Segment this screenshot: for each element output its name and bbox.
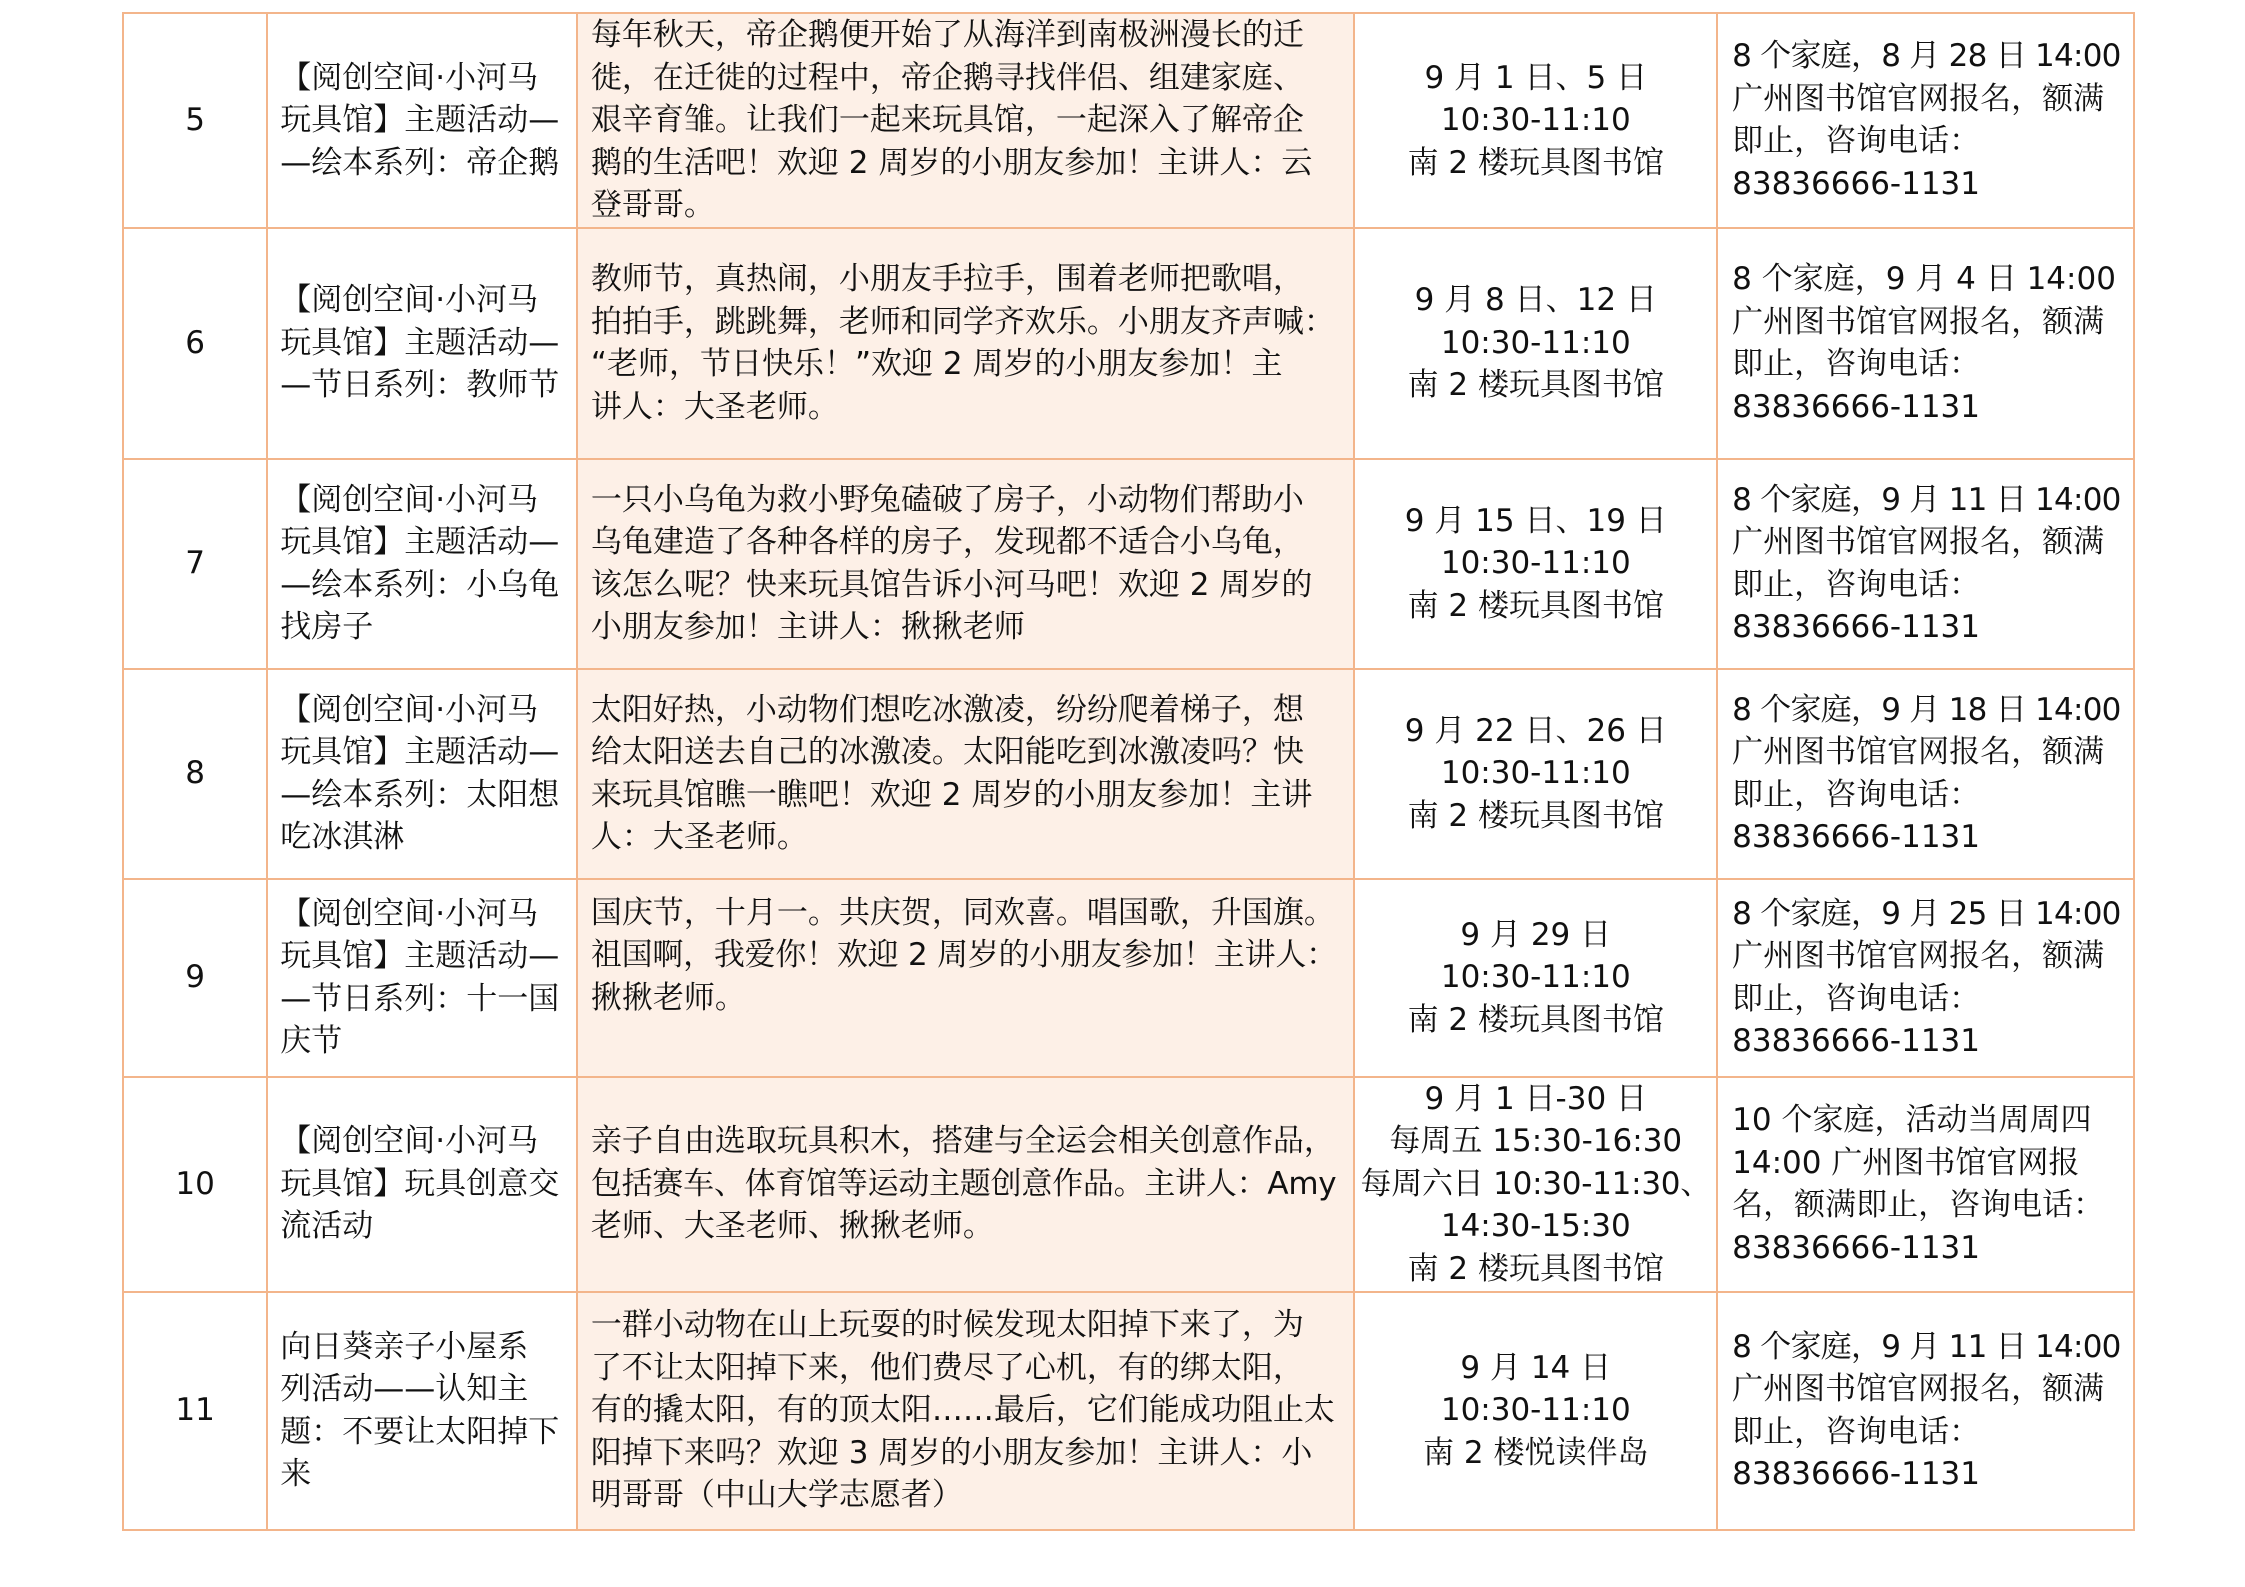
title-line: —绘本系列：太阳想 [280, 776, 560, 813]
activity-number-text: 10 [175, 1165, 215, 1202]
activity-description [577, 1292, 1355, 1530]
description-line: 阳掉下来吗？欢迎 3 周岁的小朋友参加！主讲人：小 [590, 1434, 1313, 1471]
title-line: 向日葵亲子小屋系 [280, 1328, 529, 1365]
activity-time-location [1354, 1077, 1717, 1292]
location-line: 南 2 楼玩具图书馆 [1407, 797, 1664, 834]
activity-number-text: 6 [185, 324, 205, 361]
activity-description [577, 228, 1355, 459]
phone-number: 83836666-1131 [1732, 1229, 1981, 1266]
activity-title [267, 1077, 577, 1292]
activity-number [123, 459, 267, 669]
activity-title [267, 669, 577, 879]
time-line: 10:30-11:10 [1440, 324, 1631, 361]
description-line: 鹅的生活吧！欢迎 2 周岁的小朋友参加！主讲人：云 [590, 144, 1313, 181]
signup-line: 广州图书馆官网报名，额满 [1732, 303, 2105, 340]
description-line: 该怎么呢？快来玩具馆告诉小河马吧！欢迎 2 周岁的 [590, 566, 1313, 603]
signup-line: 即止，咨询电话： [1732, 566, 1981, 603]
activity-time-location [1354, 13, 1717, 228]
title-line: 来 [280, 1456, 312, 1492]
schedule-page [122, 12, 2135, 1531]
activity-number-text: 9 [185, 959, 205, 996]
time-line: 9 月 15 日、19 日 [1404, 502, 1667, 539]
title-line: 找房子 [280, 609, 374, 645]
title-line: —绘本系列：小乌龟 [280, 566, 560, 603]
description-line: 每年秋天，帝企鹅便开始了从海洋到南极洲漫长的迁 [590, 17, 1304, 53]
title-line: 玩具馆】主题活动— [280, 324, 560, 361]
activity-title [267, 459, 577, 669]
activity-number [123, 879, 267, 1077]
activity-description [577, 13, 1355, 228]
title-line: —绘本系列：帝企鹅 [280, 144, 560, 181]
time-line: 9 月 29 日 [1460, 916, 1612, 953]
time-line: 10:30-11:10 [1440, 1392, 1631, 1429]
signup-line: 即止，咨询电话： [1732, 346, 1981, 382]
location-line: 南 2 楼玩具图书馆 [1407, 1001, 1664, 1038]
title-line: 【阅创空间·小河马 [280, 481, 539, 518]
description-line: 人：大圣老师。 [590, 819, 808, 855]
signup-line: 8 个家庭，9 月 11 日 14:00 [1732, 1328, 2121, 1365]
location-line: 南 2 楼玩具图书馆 [1407, 587, 1664, 624]
phone-number: 83836666-1131 [1732, 165, 1981, 202]
activity-number [123, 228, 267, 459]
signup-line: 8 个家庭，9 月 18 日 14:00 [1732, 691, 2121, 728]
description-line: 明哥哥（中山大学志愿者） [590, 1477, 963, 1514]
signup-line: 8 个家庭，9 月 11 日 14:00 [1732, 481, 2121, 518]
table-row [123, 1292, 2134, 1530]
time-line: 9 月 1 日-30 日 [1424, 1080, 1648, 1117]
time-line: 10:30-11:10 [1440, 545, 1631, 582]
description-line: 国庆节，十月一。共庆贺，同欢喜。唱国歌，升国旗。 [590, 894, 1335, 931]
location-line: 南 2 楼玩具图书馆 [1407, 367, 1664, 404]
title-line: —节日系列：教师节 [280, 367, 560, 404]
phone-number: 83836666-1131 [1732, 819, 1981, 855]
phone-number: 83836666-1131 [1732, 388, 1981, 425]
title-line: 【阅创空间·小河马 [280, 282, 539, 319]
activity-number [123, 1077, 267, 1292]
description-line: 包括赛车、体育馆等运动主题创意作品。主讲人：Amy [590, 1165, 1337, 1202]
activity-description [577, 879, 1355, 1077]
signup-line: 广州图书馆官网报名，额满 [1732, 734, 2105, 770]
description-line: 登哥哥。 [590, 187, 715, 223]
activity-time-location [1354, 669, 1717, 879]
time-line: 10:30-11:10 [1440, 959, 1631, 996]
signup-line: 10 个家庭，活动当周周四 [1732, 1102, 2092, 1138]
activity-signup [1717, 879, 2134, 1077]
signup-line: 即止，咨询电话： [1732, 1413, 1981, 1450]
signup-line: 即止，咨询电话： [1732, 123, 1981, 160]
description-line: “老师，节日快乐！”欢迎 2 周岁的小朋友参加！主 [590, 346, 1283, 382]
description-line: 一群小动物在山上玩耍的时候发现太阳掉下来了，为 [590, 1307, 1304, 1344]
signup-line: 名，额满即止，咨询电话： [1732, 1187, 2105, 1223]
description-line: 小朋友参加！主讲人：揪揪老师 [590, 609, 1025, 645]
description-line: 有的撬太阳，有的顶太阳……最后，它们能成功阻止太 [590, 1392, 1335, 1429]
title-line: 【阅创空间·小河马 [280, 691, 539, 728]
table-row [123, 459, 2134, 669]
activity-time-location [1354, 228, 1717, 459]
activity-number-text: 5 [185, 102, 205, 138]
title-line: 列活动——认知主 [280, 1371, 529, 1407]
signup-line: 广州图书馆官网报名，额满 [1732, 524, 2105, 560]
title-line: 玩具馆】玩具创意交 [280, 1165, 560, 1202]
activity-schedule-table [122, 12, 2135, 1531]
time-line: 每周五 15:30-16:30 [1389, 1123, 1683, 1160]
activity-title [267, 879, 577, 1077]
description-line: 教师节，真热闹，小朋友手拉手，围着老师把歌唱， [590, 261, 1304, 297]
title-line: 【阅创空间·小河马 [280, 1123, 539, 1160]
time-line: 9 月 22 日、26 日 [1404, 712, 1667, 749]
phone-number: 83836666-1131 [1732, 1023, 1981, 1059]
activity-signup [1717, 669, 2134, 879]
signup-line: 广州图书馆官网报名，额满 [1732, 1371, 2105, 1407]
activity-number-text: 7 [185, 545, 205, 582]
signup-line: 8 个家庭，8 月 28 日 14:00 [1732, 38, 2121, 75]
activity-number [123, 13, 267, 228]
time-line: 9 月 8 日、12 日 [1414, 282, 1657, 319]
time-line: 9 月 1 日、5 日 [1424, 59, 1648, 96]
phone-number: 83836666-1131 [1732, 1456, 1981, 1492]
location-line: 南 2 楼玩具图书馆 [1407, 1250, 1664, 1287]
activity-signup [1717, 228, 2134, 459]
title-line: 【阅创空间·小河马 [280, 895, 539, 932]
activity-description [577, 1077, 1355, 1292]
description-line: 一只小乌龟为救小野兔磕破了房子，小动物们帮助小 [590, 481, 1304, 518]
signup-line: 广州图书馆官网报名，额满 [1732, 80, 2105, 117]
description-line: 给太阳送去自己的冰激凌。太阳能吃到冰激凌吗？快 [590, 734, 1304, 770]
table-row [123, 669, 2134, 879]
location-line: 南 2 楼悦读伴岛 [1423, 1434, 1649, 1471]
title-line: 玩具馆】主题活动— [280, 524, 560, 560]
title-line: 题：不要让太阳掉下 [280, 1413, 560, 1450]
description-line: 亲子自由选取玩具积木，搭建与全运会相关创意作品， [590, 1123, 1335, 1160]
title-line: 庆节 [280, 1023, 343, 1059]
activity-time-location [1354, 459, 1717, 669]
table-row [123, 879, 2134, 1077]
title-line: 【阅创空间·小河马 [280, 59, 539, 96]
time-line: 10:30-11:10 [1440, 755, 1631, 792]
description-line: 来玩具馆瞧一瞧吧！欢迎 2 周岁的小朋友参加！主讲 [590, 776, 1313, 813]
title-line: 玩具馆】主题活动— [280, 102, 560, 138]
activity-signup [1717, 1292, 2134, 1530]
activity-description [577, 459, 1355, 669]
time-line: 每周六日 10:30-11:30、 [1360, 1165, 1712, 1202]
description-line: 艰辛育雏。让我们一起来玩具馆，一起深入了解帝企 [590, 102, 1304, 138]
activity-signup [1717, 459, 2134, 669]
time-line: 10:30-11:10 [1440, 102, 1631, 138]
description-line: 老师、大圣老师、揪揪老师。 [590, 1208, 994, 1245]
activity-number [123, 669, 267, 879]
description-line: 太阳好热，小动物们想吃冰激凌，纷纷爬着梯子，想 [590, 691, 1304, 728]
activity-number-text: 11 [175, 1392, 215, 1429]
activity-number [123, 1292, 267, 1530]
time-line: 14:30-15:30 [1440, 1208, 1631, 1245]
activity-title [267, 13, 577, 228]
activity-title [267, 1292, 577, 1530]
table-row [123, 228, 2134, 459]
title-line: 吃冰淇淋 [280, 819, 405, 855]
description-line: 揪揪老师。 [590, 979, 746, 1016]
signup-line: 8 个家庭，9 月 4 日 14:00 [1732, 261, 2116, 297]
activity-signup [1717, 1077, 2134, 1292]
description-line: 讲人：大圣老师。 [590, 388, 839, 425]
signup-line: 14:00 广州图书馆官网报 [1732, 1144, 2080, 1181]
table-row [123, 1077, 2134, 1292]
activity-time-location [1354, 1292, 1717, 1530]
activity-signup [1717, 13, 2134, 228]
signup-line: 广州图书馆官网报名，额满 [1732, 938, 2105, 974]
signup-line: 8 个家庭，9 月 25 日 14:00 [1732, 895, 2121, 932]
title-line: 玩具馆】主题活动— [280, 734, 560, 770]
table-row [123, 13, 2134, 228]
activity-number-text: 8 [185, 755, 205, 792]
activity-description [577, 669, 1355, 879]
time-line: 9 月 14 日 [1460, 1349, 1612, 1386]
description-line: 徙，在迁徙的过程中，帝企鹅寻找伴侣、组建家庭、 [590, 59, 1304, 96]
title-line: 玩具馆】主题活动— [280, 938, 560, 974]
description-line: 拍拍手，跳跳舞，老师和同学齐欢乐。小朋友齐声喊： [590, 303, 1335, 340]
signup-line: 即止，咨询电话： [1732, 980, 1981, 1017]
signup-line: 即止，咨询电话： [1732, 776, 1981, 813]
title-line: —节日系列：十一国 [280, 980, 560, 1017]
description-line: 了不让太阳掉下来，他们费尽了心机，有的绑太阳， [590, 1349, 1304, 1386]
description-line: 祖国啊，我爱你！欢迎 2 周岁的小朋友参加！主讲人： [590, 937, 1337, 973]
location-line: 南 2 楼玩具图书馆 [1407, 144, 1664, 181]
description-line: 乌龟建造了各种各样的房子，发现都不适合小乌龟， [590, 524, 1304, 560]
title-line: 流活动 [280, 1208, 374, 1245]
activity-time-location [1354, 879, 1717, 1077]
activity-title [267, 228, 577, 459]
phone-number: 83836666-1131 [1732, 609, 1981, 645]
